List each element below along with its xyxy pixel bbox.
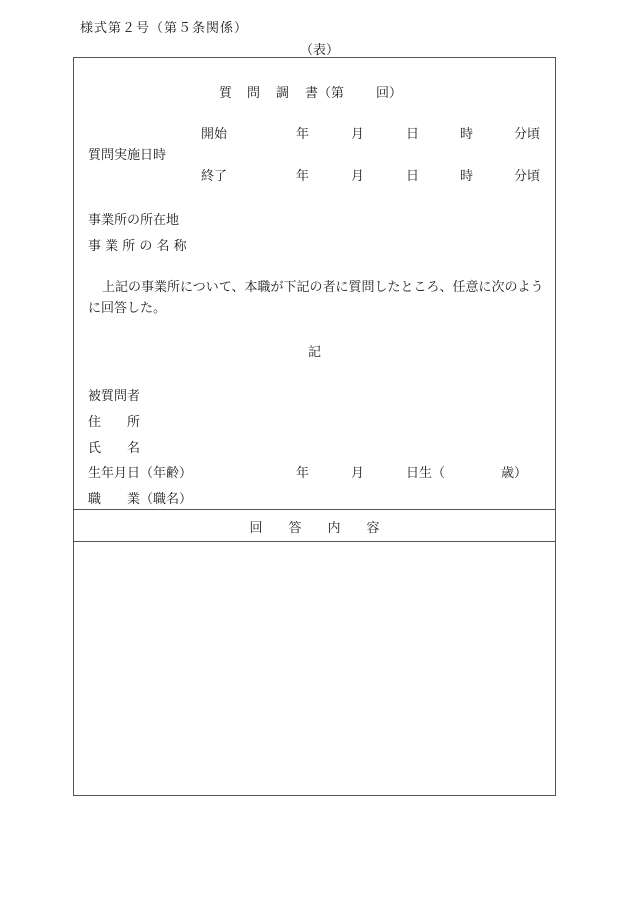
office-name-label: 事 業 所 の 名 称: [88, 239, 187, 254]
title-char-5: 回）: [376, 86, 403, 101]
dob-day: 日生（: [406, 466, 446, 481]
dob-month: 月: [351, 466, 365, 481]
end-label: 終了: [201, 169, 228, 184]
title-char-2: 問: [247, 86, 261, 101]
address-label: 住 所: [88, 415, 141, 430]
start-day: 日: [406, 127, 420, 142]
statement-text: 上記の事業所について、本職が下記の者に質問したところ、任意に次のように回答した。: [88, 280, 544, 316]
title-char-1: 質: [219, 86, 233, 101]
ki-label: 記: [307, 345, 321, 360]
start-year: 年: [296, 127, 310, 142]
name-label: 氏 名: [88, 441, 141, 456]
form-number: 様式第２号（第５条関係）: [80, 21, 249, 36]
answer-content-area: [74, 542, 555, 795]
title-char-3: 調: [276, 86, 290, 101]
dob-year: 年: [296, 466, 310, 481]
datetime-label: 質問実施日時: [88, 148, 167, 163]
title-char-4: 書（第: [305, 86, 345, 101]
office-location-label: 事業所の所在地: [88, 213, 180, 228]
side-label: （表）: [300, 43, 340, 58]
start-month: 月: [351, 127, 365, 142]
end-day: 日: [406, 169, 420, 184]
respondent-heading: 被質問者: [88, 389, 141, 404]
occupation-label: 職 業（職名）: [88, 492, 193, 507]
end-month: 月: [351, 169, 365, 184]
start-hour: 時: [460, 127, 474, 142]
end-minute: 分頃: [514, 169, 541, 184]
dob-age: 歳）: [501, 466, 528, 481]
end-year: 年: [296, 169, 310, 184]
answer-heading: 回 答 内 容: [249, 521, 380, 536]
end-hour: 時: [460, 169, 474, 184]
divider-top: [74, 509, 555, 510]
form-frame: [73, 57, 556, 796]
start-minute: 分頃: [514, 127, 541, 142]
dob-label: 生年月日（年齢）: [88, 466, 193, 481]
start-label: 開始: [201, 127, 228, 142]
